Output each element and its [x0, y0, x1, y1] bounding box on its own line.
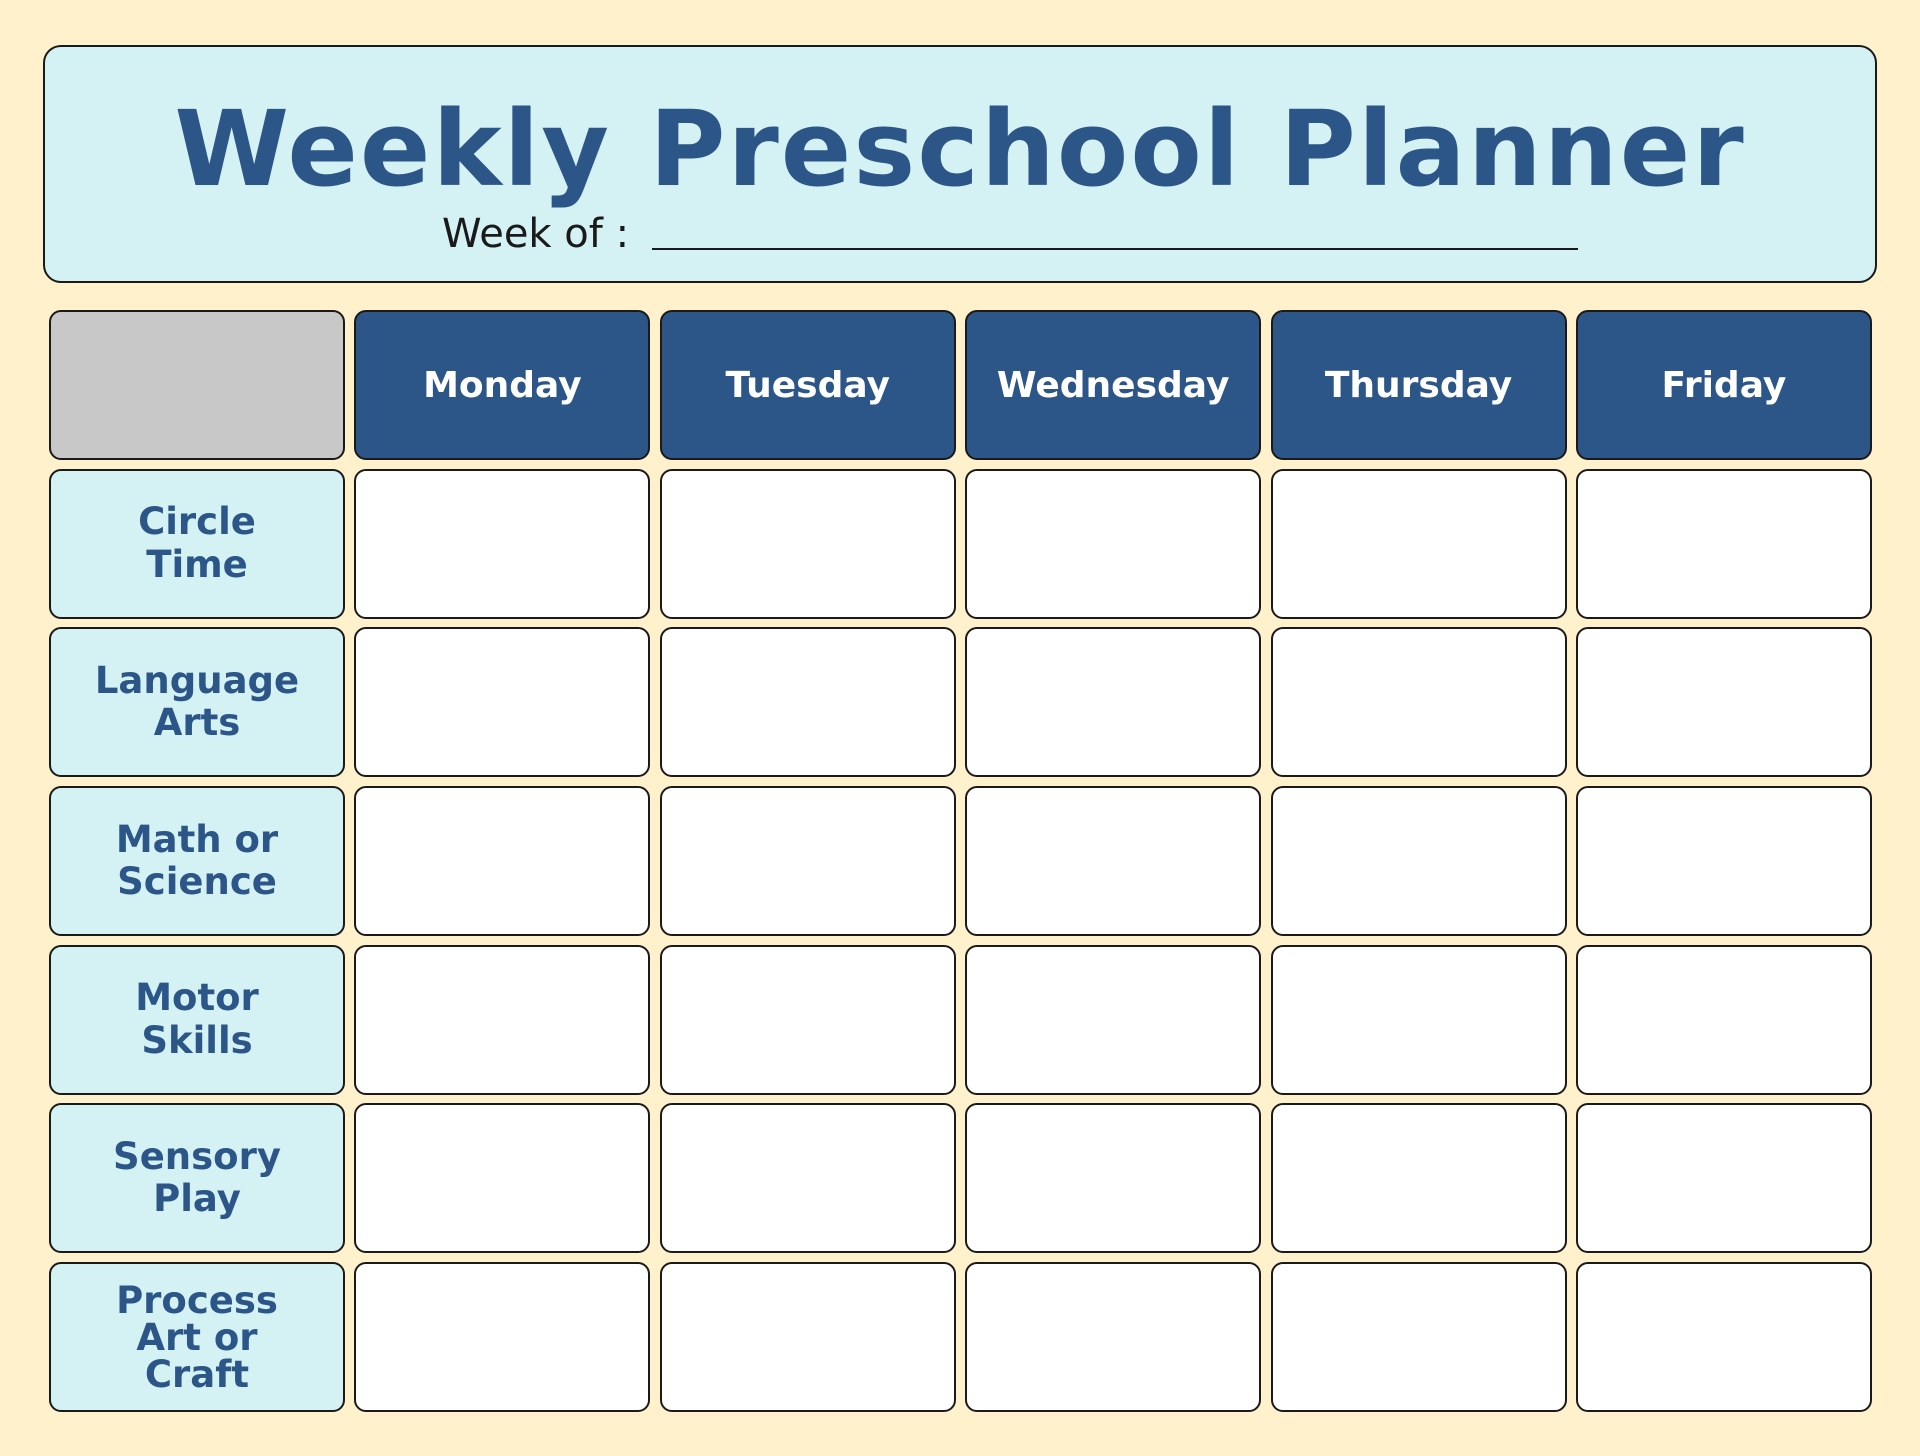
plan-cell[interactable]: [660, 627, 956, 777]
day-header-wednesday: Wednesday: [965, 310, 1261, 460]
subject-sensory-play: Sensory Play: [49, 1103, 345, 1253]
subject-language-arts: Language Arts: [49, 627, 345, 777]
day-header-friday: Friday: [1576, 310, 1872, 460]
plan-cell[interactable]: [354, 469, 650, 619]
plan-cell[interactable]: [965, 786, 1261, 936]
plan-cell[interactable]: [1271, 469, 1567, 619]
plan-cell[interactable]: [660, 469, 956, 619]
plan-cell[interactable]: [1576, 1103, 1872, 1253]
subject-motor-skills: Motor Skills: [49, 945, 345, 1095]
plan-cell[interactable]: [1576, 469, 1872, 619]
plan-cell[interactable]: [354, 1103, 650, 1253]
planner-grid: [49, 310, 1872, 1412]
plan-cell[interactable]: [660, 1262, 956, 1412]
plan-cell[interactable]: [1271, 786, 1567, 936]
corner-cell: [49, 310, 345, 460]
plan-cell[interactable]: [660, 786, 956, 936]
plan-cell[interactable]: [1576, 786, 1872, 936]
plan-cell[interactable]: [965, 469, 1261, 619]
plan-cell[interactable]: [1576, 945, 1872, 1095]
plan-cell[interactable]: [1576, 627, 1872, 777]
day-header-monday: Monday: [354, 310, 650, 460]
plan-cell[interactable]: [1271, 945, 1567, 1095]
plan-cell[interactable]: [354, 1262, 650, 1412]
subject-math-or-science: Math or Science: [49, 786, 345, 936]
plan-cell[interactable]: [354, 627, 650, 777]
plan-cell[interactable]: [354, 786, 650, 936]
plan-cell[interactable]: [965, 627, 1261, 777]
plan-cell[interactable]: [354, 945, 650, 1095]
plan-cell[interactable]: [660, 945, 956, 1095]
week-of-field: [442, 211, 1578, 257]
plan-cell[interactable]: [965, 1262, 1261, 1412]
subject-process-art-or-craft: Process Art or Craft: [49, 1262, 345, 1412]
plan-cell[interactable]: [1576, 1262, 1872, 1412]
subject-circle-time: Circle Time: [49, 469, 345, 619]
plan-cell[interactable]: [1271, 1103, 1567, 1253]
week-of-label: Week of :: [442, 211, 642, 257]
header-panel: [43, 45, 1877, 283]
plan-cell[interactable]: [965, 1103, 1261, 1253]
day-header-thursday: Thursday: [1271, 310, 1567, 460]
week-of-line[interactable]: [652, 248, 1578, 250]
day-header-tuesday: Tuesday: [660, 310, 956, 460]
plan-cell[interactable]: [1271, 1262, 1567, 1412]
page-title: Weekly Preschool Planner: [174, 88, 1746, 210]
plan-cell[interactable]: [965, 945, 1261, 1095]
plan-cell[interactable]: [1271, 627, 1567, 777]
plan-cell[interactable]: [660, 1103, 956, 1253]
